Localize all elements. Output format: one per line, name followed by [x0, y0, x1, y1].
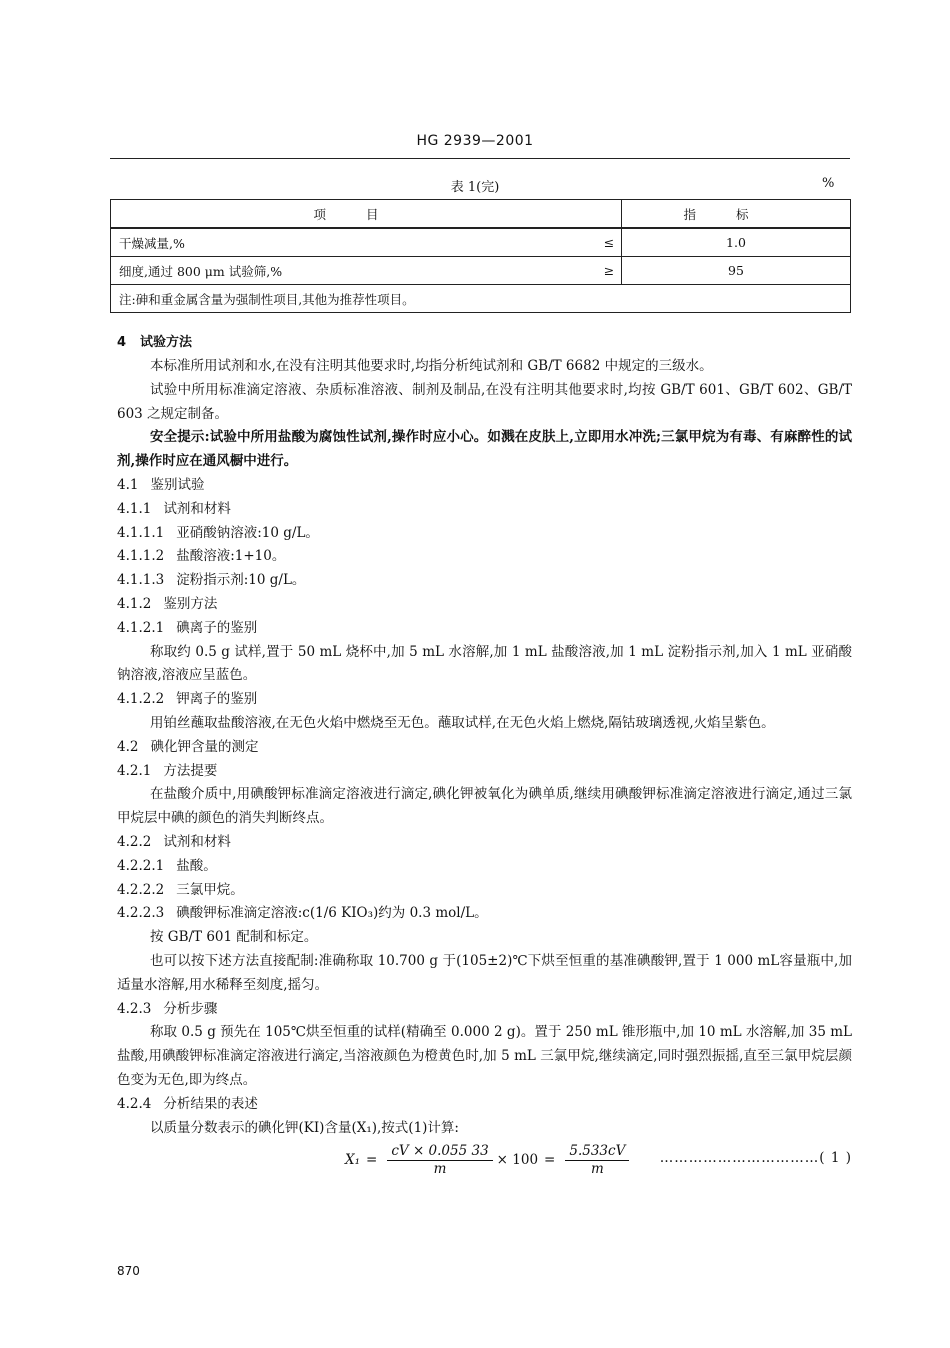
- section-heading: 4.2 碘化钾含量的测定: [117, 738, 259, 755]
- fraction-2-numerator: 5.533cV: [565, 1143, 629, 1161]
- formula-lhs: X₁: [345, 1152, 361, 1169]
- paragraph: 也可以按下述方法直接配制:准确称取 10.700 g 于(105±2)℃下烘至恒重的基准碘酸钾,置于 1 000 mL容量瓶中,加适量水溶解,用水稀释至刻度,摇匀。: [117, 952, 852, 993]
- paragraph: 用铂丝蘸取盐酸溶液,在无色火焰中燃烧至无色。蘸取试样,在无色火焰上燃烧,隔钴玻璃透视,火焰呈紫色。: [150, 714, 775, 731]
- page-number: 870: [117, 1264, 140, 1278]
- row-comparator: ≥: [597, 257, 622, 285]
- header-item: 项目: [111, 200, 622, 229]
- equation-number: ……………………………( 1 ): [659, 1150, 852, 1167]
- section-heading: 4.1.1.3 淀粉指示剂:10 g/L。: [117, 572, 306, 589]
- section-heading: 4.1.2.1 碘离子的鉴别: [117, 619, 258, 636]
- header-rule: [110, 158, 850, 159]
- header-index: 指标: [622, 200, 851, 229]
- table-unit: %: [822, 176, 835, 191]
- equals-sign: =: [544, 1152, 556, 1169]
- fraction-1-numerator: cV × 0.055 33: [387, 1143, 492, 1161]
- section-heading: 4.2.3 分析步骤: [117, 1000, 218, 1017]
- safety-notice: 安全提示:试验中所用盐酸为腐蚀性试剂,操作时应小心。如溅在皮肤上,立即用水冲洗;三氯甲烷为有毒、有麻醉性的试剂,操作时应在通风橱中进行。: [117, 429, 852, 470]
- multiplier: × 100: [496, 1152, 539, 1169]
- section-4-heading: 4 试验方法: [117, 335, 193, 350]
- section-heading: 4.2.2.1 盐酸。: [117, 857, 217, 874]
- section-heading: 4.1.1 试剂和材料: [117, 500, 231, 517]
- spec-table: [110, 199, 851, 313]
- fraction-2-denominator: m: [590, 1160, 604, 1177]
- paragraph: 以质量分数表示的碘化钾(KI)含量(X₁),按式(1)计算:: [150, 1119, 459, 1136]
- table-row: [111, 228, 851, 257]
- row-value: 95: [622, 257, 851, 285]
- paragraph: 按 GB/T 601 配制和标定。: [150, 929, 318, 946]
- paragraph: 试验中所用标准滴定溶液、杂质标准溶液、制剂及制品,在没有注明其他要求时,均按 GB/T 601、GB/T 602、GB/T 603 之规定制备。: [117, 381, 852, 422]
- fraction-1-denominator: m: [433, 1160, 447, 1177]
- section-heading: 4.1.1.1 亚硝酸钠溶液:10 g/L。: [117, 524, 319, 541]
- equals-sign: =: [366, 1152, 378, 1169]
- section-heading: 4.2.2.3 碘酸钾标准滴定溶液:c(1/6 KIO₃)约为 0.3 mol/L。: [117, 905, 488, 922]
- formula-1: [117, 1142, 852, 1180]
- section-heading: 4.1.2 鉴别方法: [117, 595, 218, 612]
- fraction-1: [387, 1143, 492, 1178]
- section-heading: 4.2.1 方法提要: [117, 762, 218, 779]
- paragraph: 称取约 0.5 g 试样,置于 50 mL 烧杯中,加 5 mL 水溶解,加 1 mL 盐酸溶液,加 1 mL 淀粉指示剂,加入 1 mL 亚硝酸钠溶液,溶液应呈蓝色。: [117, 643, 852, 684]
- table-header-row: [111, 200, 851, 229]
- paragraph: 在盐酸介质中,用碘酸钾标准滴定溶液进行滴定,碘化钾被氧化为碘单质,继续用碘酸钾标准滴定溶液进行滴定,通过三氯甲烷层中碘的颜色的消失判断终点。: [117, 786, 852, 827]
- section-heading: 4.1.1.2 盐酸溶液:1+10。: [117, 548, 286, 565]
- standard-code: HG 2939—2001: [416, 133, 534, 149]
- row-comparator: ≤: [597, 228, 622, 257]
- section-heading: 4.2.2.2 三氯甲烷。: [117, 881, 244, 898]
- table-caption: 表 1(完): [450, 180, 500, 195]
- table-row: [111, 257, 851, 285]
- fraction-2: [565, 1143, 629, 1178]
- row-name: 细度,通过 800 μm 试验筛,%: [111, 257, 598, 285]
- section-heading: 4.2.4 分析结果的表述: [117, 1095, 258, 1112]
- section-heading: 4.2.2 试剂和材料: [117, 833, 231, 850]
- row-value: 1.0: [622, 228, 851, 257]
- formula-expression: [345, 1142, 633, 1178]
- main-content: [117, 331, 852, 1180]
- paragraph: 称取 0.5 g 预先在 105℃烘至恒重的试样(精确至 0.000 2 g)。置于 250 mL 锥形瓶中,加 10 mL 水溶解,加 35 mL 盐酸,用碘酸钾标准滴定溶液进行滴定,当溶液颜色为橙黄色时,加 5 mL 三氯甲烷,继续滴定,同时强烈振摇,直至三氯甲烷层颜色变为无色,即为终点。: [117, 1024, 852, 1088]
- row-name: 干燥减量,%: [111, 228, 598, 257]
- section-heading: 4.1 鉴别试验: [117, 476, 205, 493]
- paragraph: 本标准所用试剂和水,在没有注明其他要求时,均指分析纯试剂和 GB/T 6682 中规定的三级水。: [150, 358, 713, 374]
- table-note-row: [111, 285, 851, 313]
- table-note: 注:砷和重金属含量为强制性项目,其他为推荐性项目。: [111, 285, 851, 313]
- section-heading: 4.1.2.2 钾离子的鉴别: [117, 691, 258, 708]
